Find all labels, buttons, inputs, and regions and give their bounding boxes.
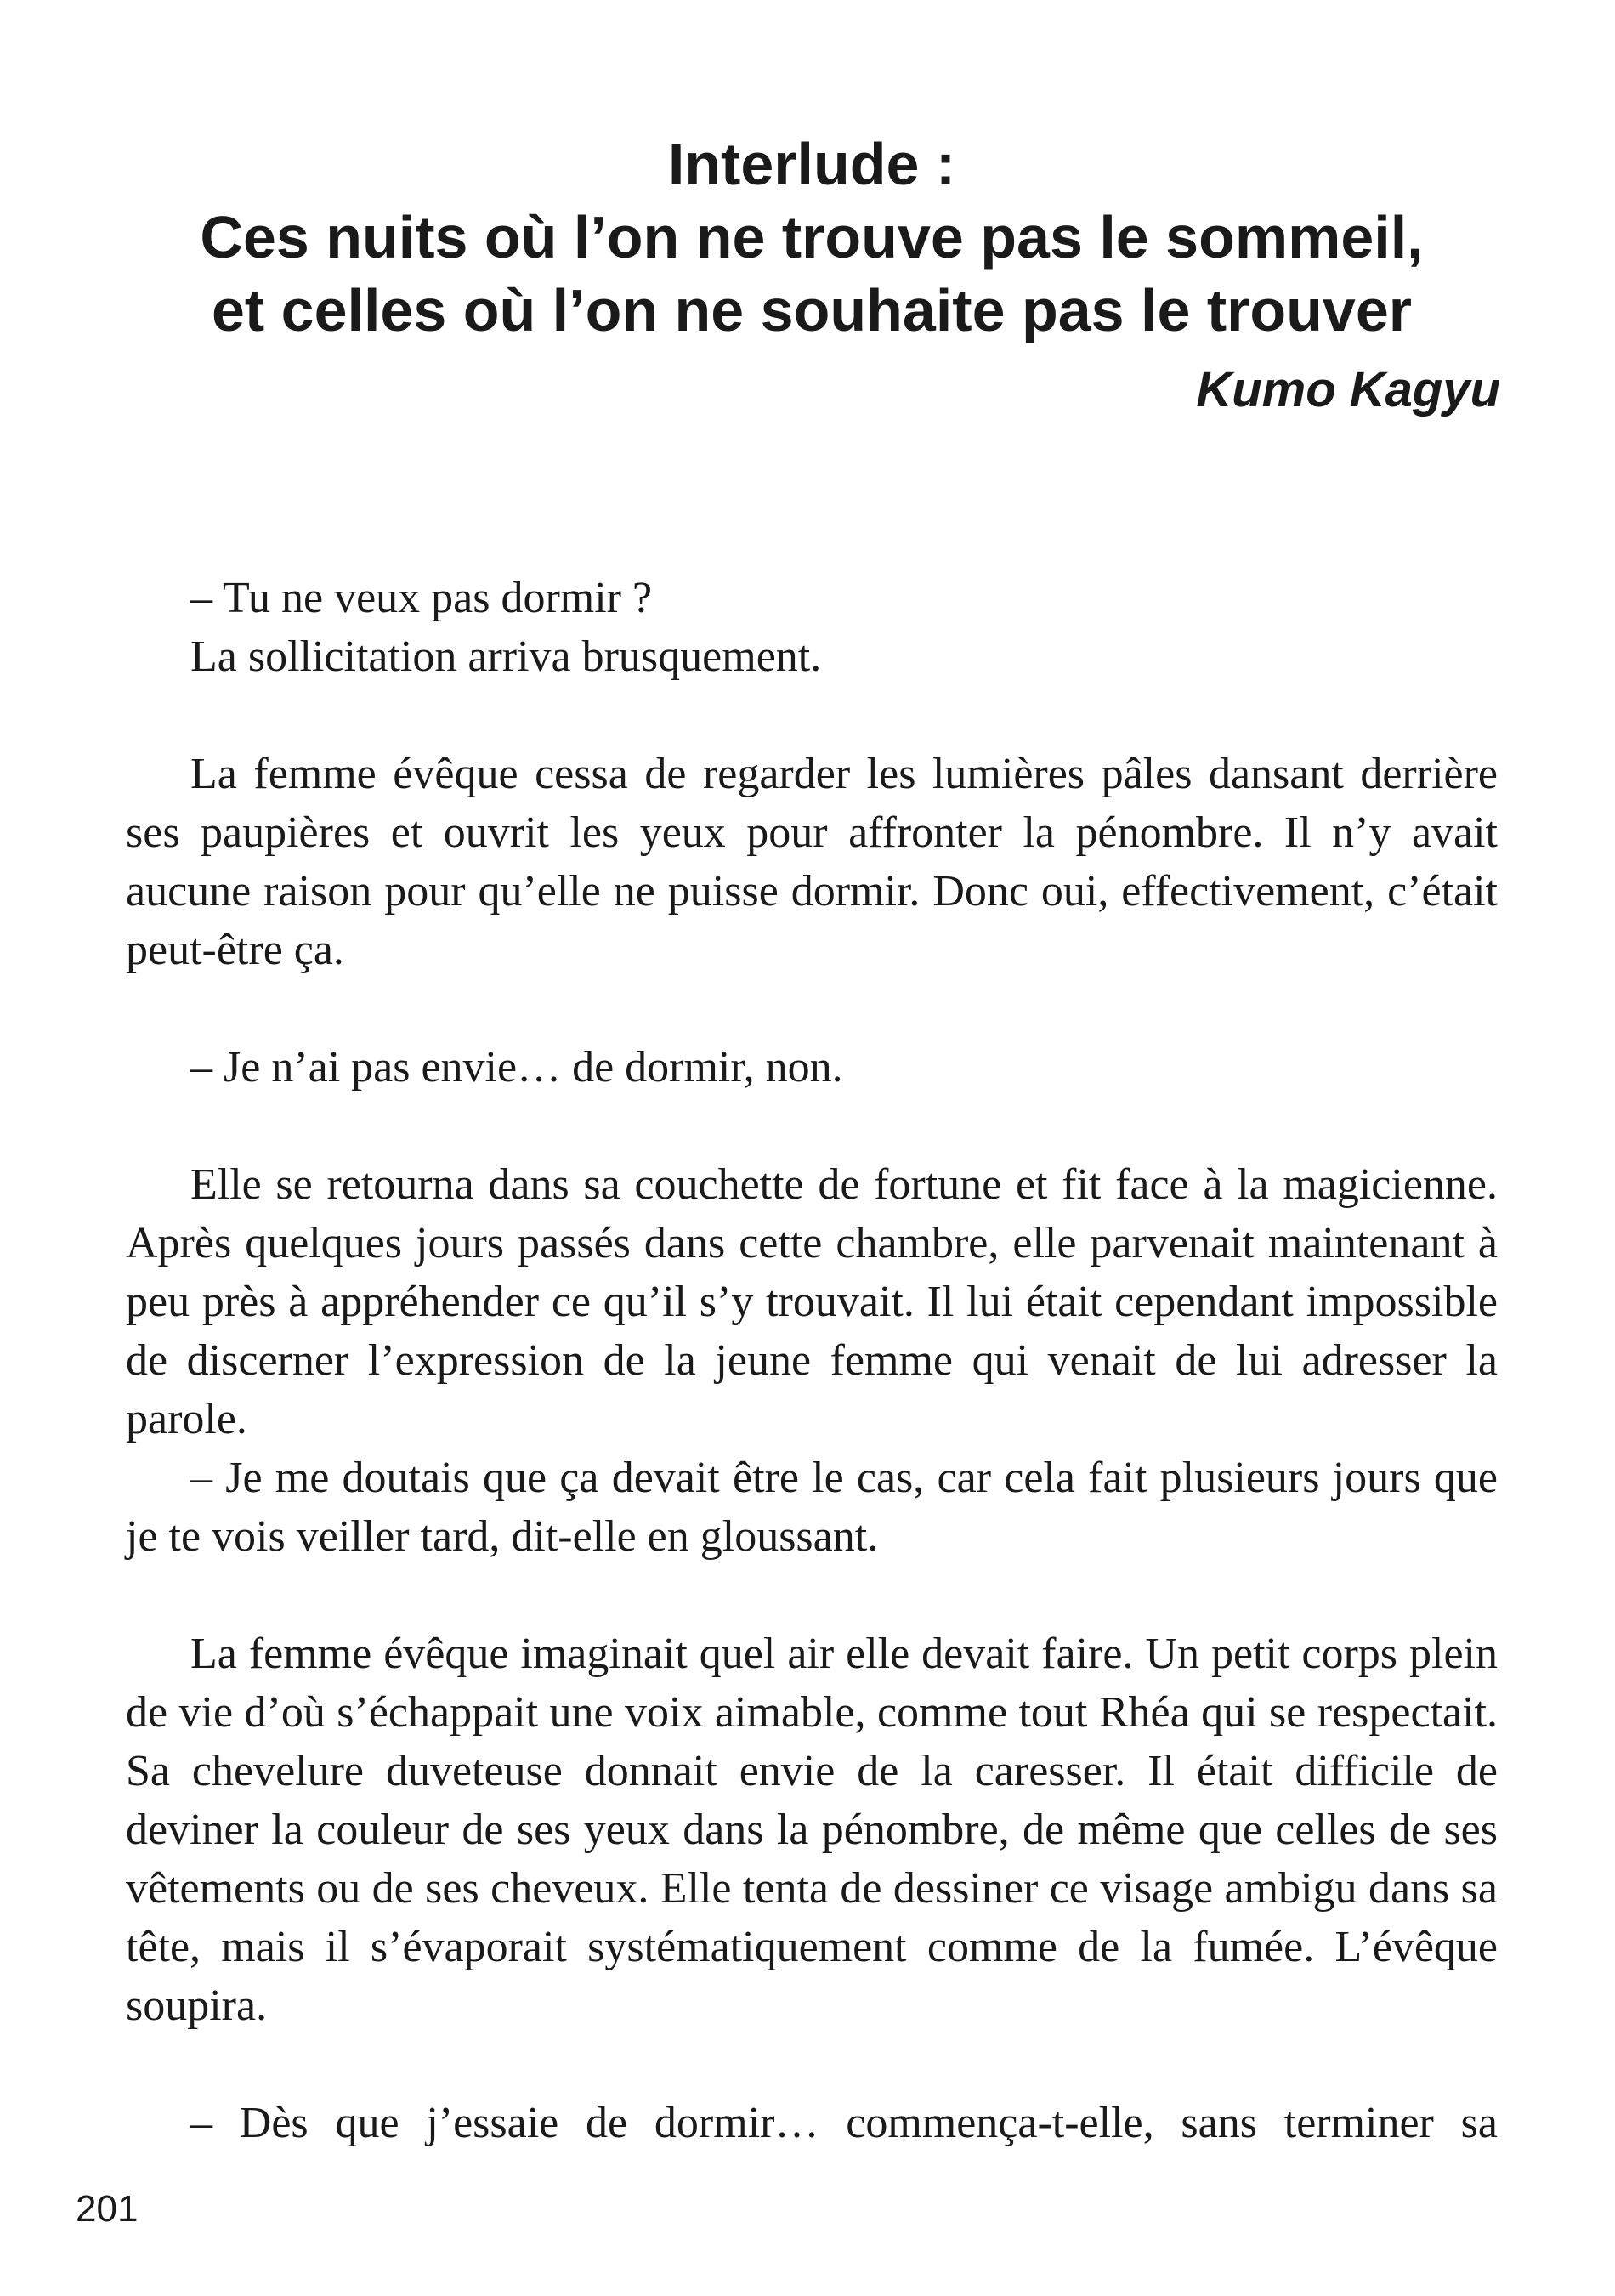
dialogue-line: – Dès que j’essaie de dormir… commença-t-elle, sans terminer sa	[190, 2099, 1498, 2147]
paragraph: La sollicitation arriva brusquement.	[190, 632, 822, 681]
chapter-title-line-3: et celles où l’on ne souhaite pas le trouver	[211, 277, 1413, 343]
page-number: 201	[76, 2188, 139, 2230]
paragraph: La femme évêque cessa de regarder les lumières pâles dansant derrière ses paupières et ouvrit les yeux pour affronter la pénombre. Il n’y avait aucune raison pour qu’elle ne puisse dormir. Donc oui, effectivement, c’était peut-être ça.	[126, 750, 1498, 974]
paragraph: La femme évêque imaginait quel air elle devait faire. Un petit corps plein de vie d’où s’échappait une voix aimable, comme tout Rhéa qui se respectait. Sa chevelure duveteuse donnait envie de la caresser. Il était difficile de deviner la couleur de ses yeux dans la pénombre, de même que celles de ses vêtements ou de ses cheveux. Elle tenta de dessiner ce visage ambigu dans sa tête, mais il s’évaporait systématiquement comme de la fumée. L’évêque soupira.	[126, 1630, 1498, 2030]
dialogue-line: – Je me doutais que ça devait être le cas, car cela fait plusieurs jours que je te vois veiller tard, dit-elle en gloussant.	[126, 1454, 1498, 1561]
paragraph-spacer	[126, 979, 1498, 1038]
paragraph: Elle se retourna dans sa couchette de fortune et fit face à la magicienne. Après quelques jours passés dans cette chambre, elle parvenait maintenant à peu près à appréhender ce qu’il s’y trouvait. Il lui était cependant impossible de discerner l’expression de la jeune femme qui venait de lui adresser la parole.	[126, 1160, 1498, 1443]
chapter-title-line-1: Interlude :	[667, 131, 956, 197]
dialogue-line: – Je n’ai pas envie… de dormir, non.	[190, 1043, 843, 1091]
author-name: Kumo Kagyu	[1196, 362, 1500, 417]
body-text	[126, 569, 1498, 2152]
paragraph-spacer	[126, 1566, 1498, 1624]
chapter-title-line-2: Ces nuits où l’on ne trouve pas le sommeil,	[200, 204, 1424, 270]
paragraph-spacer	[126, 1097, 1498, 1155]
dialogue-line: – Tu ne veux pas dormir ?	[190, 574, 653, 622]
chapter-title	[126, 128, 1498, 347]
paragraph-spacer	[126, 2035, 1498, 2094]
paragraph-spacer	[126, 686, 1498, 745]
